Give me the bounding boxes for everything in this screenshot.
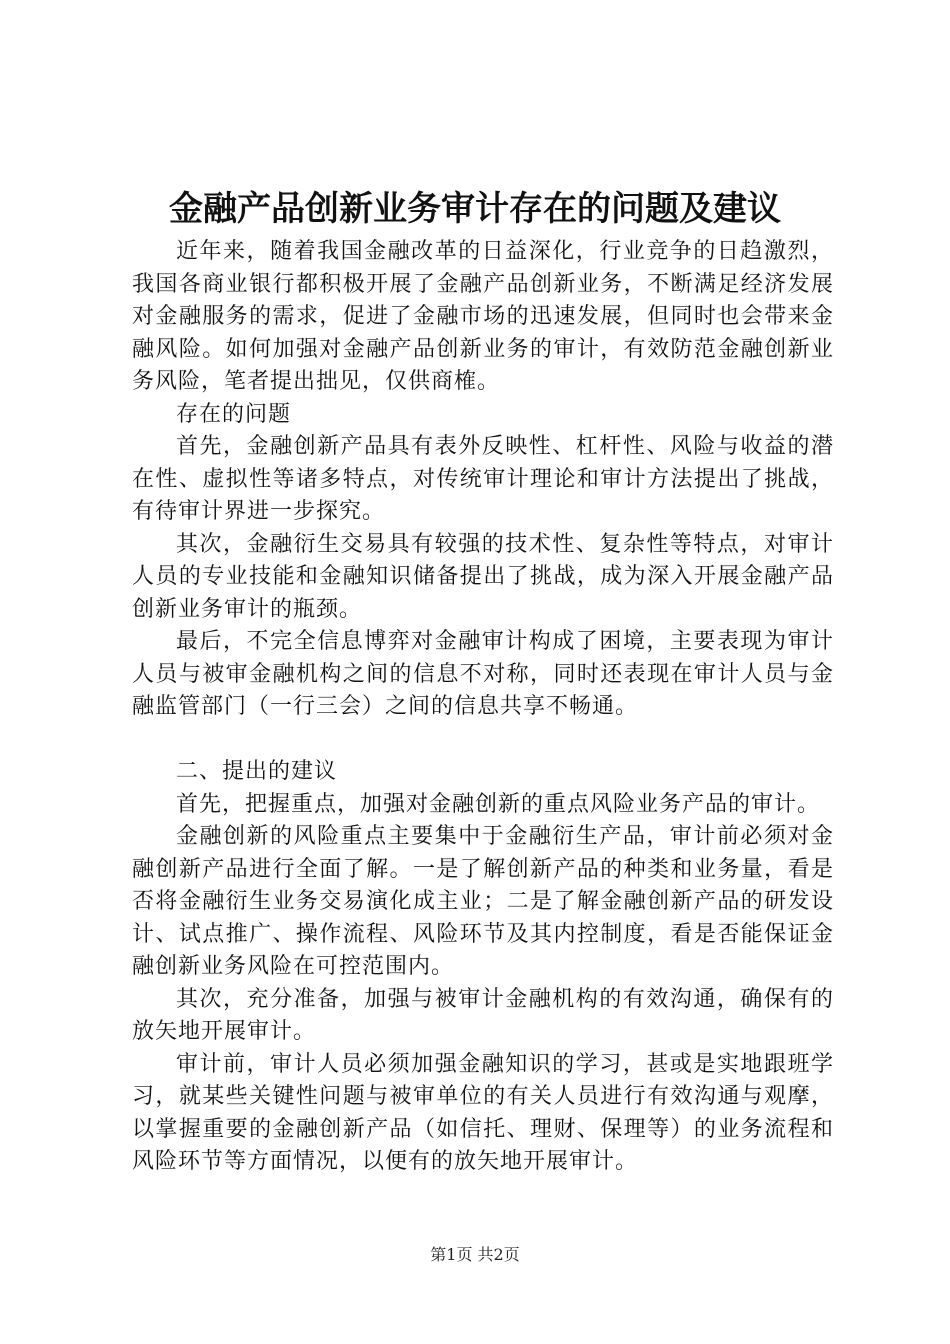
paragraph-problem-first: 首先，金融创新产品具有表外反映性、杠杆性、风险与收益的潜在性、虚拟性等诸多特点，对传统审计理论和审计方法提出了挑战，有待审计界进一步探究。 bbox=[132, 434, 834, 524]
paragraph-suggestion-second-detail: 审计前，审计人员必须加强金融知识的学习，甚或是实地跟班学习，就某些关键性问题与被审单位的有关人员进行有效沟通与观摩，以掌握重要的金融创新产品（如信托、理财、保理等）的业务流程和风险环节等方面情况，以便有的放矢地开展审计。 bbox=[132, 1051, 834, 1174]
paragraph-problem-second: 其次，金融衍生交易具有较强的技术性、复杂性等特点，对审计人员的专业技能和金融知识储备提出了挑战，成为深入开展金融产品创新业务审计的瓶颈。 bbox=[132, 531, 834, 622]
paragraph-problem-last: 最后，不完全信息博弈对金融审计构成了困境，主要表现为审计人员与被审金融机构之间的信息不对称，同时还表现在审计人员与金融监管部门（一行三会）之间的信息共享不畅通。 bbox=[132, 629, 834, 719]
paragraph-intro: 近年来，随着我国金融改革的日益深化，行业竞争的日趋激烈，我国各商业银行都积极开展了金融产品创新业务，不断满足经济发展对金融服务的需求，促进了金融市场的迅速发展，但同时也会带来金融风险。如何加强对金融产品创新业务的审计，有效防范金融创新业务风险，笔者提出拙见，仅供商榷。 bbox=[132, 239, 834, 394]
page-footer: 第1页 共2页 bbox=[430, 1245, 520, 1264]
paragraph-suggestion-first: 首先，把握重点，加强对金融创新的重点风险业务产品的审计。 bbox=[176, 791, 821, 817]
paragraph-suggestion-second: 其次，充分准备，加强与被审计金融机构的有效沟通，确保有的放矢地开展审计。 bbox=[132, 986, 834, 1044]
section-heading-suggestions: 二、提出的建议 bbox=[176, 759, 338, 784]
section-heading-problems: 存在的问题 bbox=[176, 401, 292, 427]
paragraph-suggestion-first-detail: 金融创新的风险重点主要集中于金融衍生产品，审计前必须对金融创新产品进行全面了解。一是了解创新产品的种类和业务量，看是否将金融衍生业务交易演化成主业；二是了解金融创新产品的研发设计、试点推广、操作流程、风险环节及其内控制度，看是否能保证金融创新业务风险在可控范围内。 bbox=[132, 824, 834, 979]
document-title: 金融产品创新业务审计存在的问题及建议 bbox=[169, 189, 781, 229]
paragraph-spacer bbox=[132, 724, 834, 757]
document-body bbox=[132, 236, 834, 1179]
